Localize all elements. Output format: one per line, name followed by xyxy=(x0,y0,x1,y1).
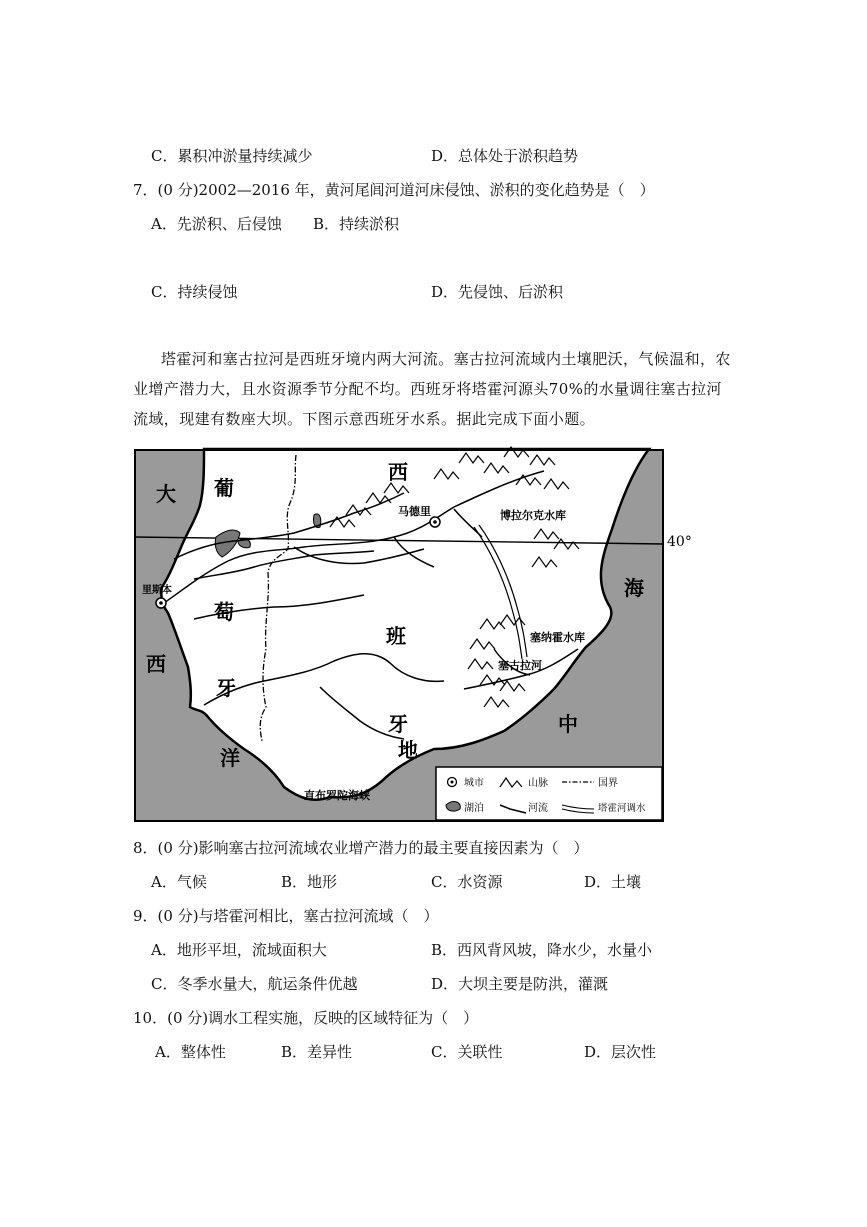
label-portugal-3: 牙 xyxy=(216,676,236,700)
label-segura-river: 塞古拉河 xyxy=(498,659,542,672)
label-med-2: 中 xyxy=(558,712,578,736)
label-gibraltar: 直布罗陀海峡 xyxy=(304,789,370,802)
legend-river-label: 河流 xyxy=(528,803,548,814)
passage-text: 塔霍河和塞古拉河是西班牙境内两大河流。塞古拉河流域内土壤肥沃，气候温和，农业增产潜力大，且水资源季节分配不均。西班牙将塔霍河源头70%的水量调往塞古拉河流域，现建有数座大坝。下图示意西班牙水系。据此完成下面小题。 xyxy=(133,350,731,428)
q9-option-a: A．地形平坦，流域面积大 xyxy=(151,941,327,959)
q7-option-a: A．先淤积、后侵蚀 xyxy=(151,215,282,233)
label-bolarque-reservoir: 博拉尔克水库 xyxy=(500,509,566,522)
label-sainahuo-reservoir: 塞纳霍水库 xyxy=(530,631,585,644)
q10-stem: 10．(0 分)调水工程实施，反映的区域特征为（ ） xyxy=(133,1009,479,1027)
q10-option-b: B．差异性 xyxy=(281,1043,353,1061)
label-portugal-2: 萄 xyxy=(214,600,234,624)
label-portugal-1: 葡 xyxy=(214,476,234,500)
legend-transfer-label: 塔霍河调水 xyxy=(598,803,646,814)
q6-option-d: D．总体处于淤积趋势 xyxy=(431,147,579,165)
label-lisbon: 里斯本 xyxy=(142,585,172,596)
label-madrid: 马德里 xyxy=(398,505,431,518)
q7-option-b: B．持续淤积 xyxy=(313,215,400,233)
label-atlantic-1: 大 xyxy=(156,482,176,506)
q9-option-c: C．冬季水量大，航运条件优越 xyxy=(151,975,358,993)
spain-water-system-map xyxy=(134,449,692,822)
q8-stem: 8．(0 分)影响塞古拉河流域农业增产潜力的最主要直接因素为（ ） xyxy=(133,839,589,857)
q8-option-c: C．水资源 xyxy=(431,873,503,891)
q7-option-d: D．先侵蚀、后淤积 xyxy=(431,283,564,301)
legend-lake-label: 湖泊 xyxy=(464,803,484,814)
q6-option-c: C．累积冲淤量持续减少 xyxy=(151,147,313,165)
q10-option-c: C．关联性 xyxy=(431,1043,503,1061)
label-atlantic-3: 洋 xyxy=(220,746,240,770)
passage xyxy=(133,344,733,434)
legend-border-label: 国界 xyxy=(598,778,618,789)
q10-option-a: A．整体性 xyxy=(155,1043,226,1061)
q8-option-b: B．地形 xyxy=(281,873,338,891)
label-spain-2: 班 xyxy=(386,624,406,648)
q9-option-b: B．西风背风坡，降水少，水量小 xyxy=(431,941,653,959)
lisbon-city-dot xyxy=(159,601,163,605)
q8-option-a: A．气候 xyxy=(151,873,207,891)
label-spain-3: 牙 xyxy=(388,712,408,736)
q7-stem: 7．(0 分)2002—2016 年，黄河尾闾河道河床侵蚀、淤积的变化趋势是（ ） xyxy=(133,181,655,199)
q9-stem: 9．(0 分)与塔霍河相比，塞古拉河流域（ ） xyxy=(133,907,439,925)
legend-city-dot xyxy=(451,781,454,784)
map-legend xyxy=(436,767,662,820)
label-atlantic-2: 西 xyxy=(146,652,166,676)
label-med-1: 海 xyxy=(624,576,644,600)
madrid-city-dot xyxy=(433,520,437,524)
q7-option-c: C．持续侵蚀 xyxy=(151,283,238,301)
latitude-label: 40° xyxy=(667,534,692,550)
legend-lake-icon xyxy=(446,802,460,812)
q10-option-d: D．层次性 xyxy=(584,1043,657,1061)
legend-city-label: 城市 xyxy=(464,778,484,789)
label-spain-1: 西 xyxy=(388,460,408,484)
legend-mountain-label: 山脉 xyxy=(528,778,548,789)
q8-option-d: D．土壤 xyxy=(584,873,642,891)
label-med-3: 地 xyxy=(398,738,418,762)
q9-option-d: D．大坝主要是防洪，灌溉 xyxy=(431,975,609,993)
